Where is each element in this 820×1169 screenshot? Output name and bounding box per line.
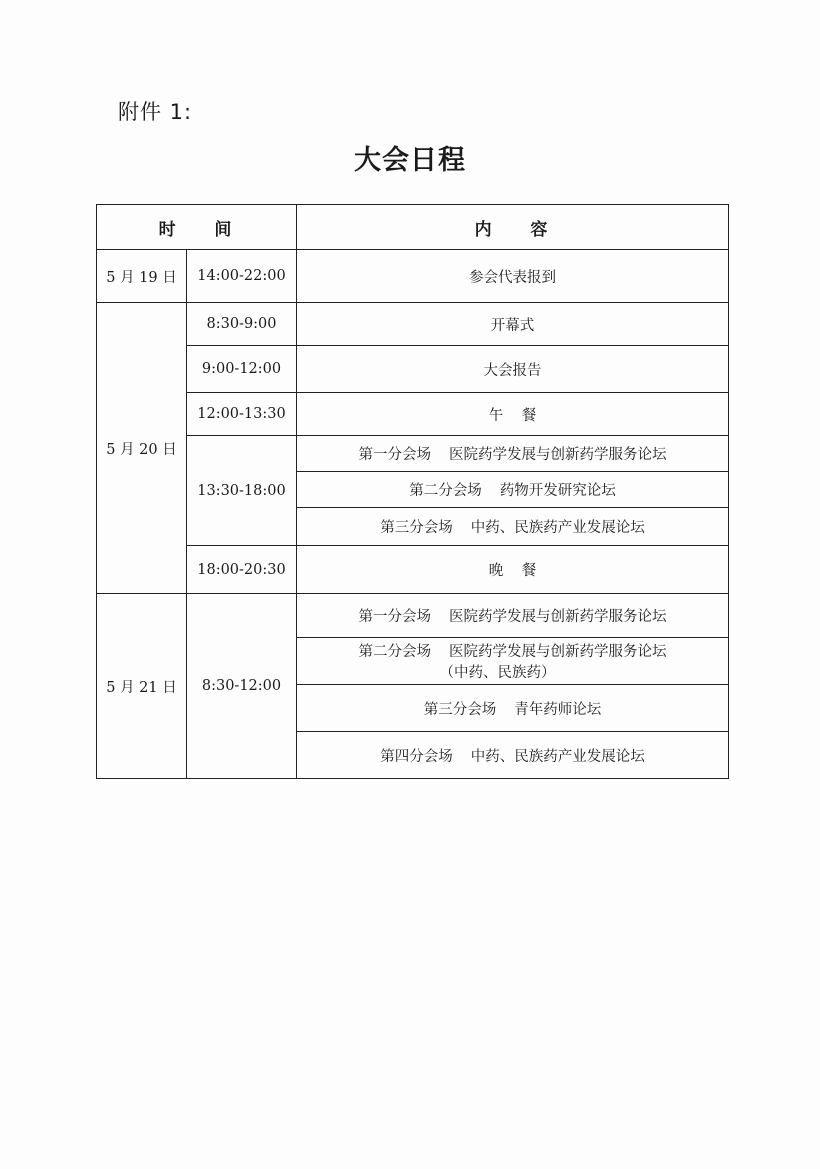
topic-label: 中药、民族药产业发展论坛 <box>470 748 645 765</box>
time-cell: 9:00-12:00 <box>187 346 297 393</box>
session-cell <box>297 732 729 779</box>
topic-label: 医院药学发展与创新药学服务论坛 <box>449 447 667 463</box>
session-cell <box>297 472 729 508</box>
time-cell: 8:30-9:00 <box>187 303 297 346</box>
venue-label: 第一分会场 <box>358 609 431 625</box>
table-row <box>97 393 729 436</box>
time-cell: 18:00-20:30 <box>187 546 297 594</box>
venue-label: 第二分会场 <box>358 644 431 660</box>
time-cell: 12:00-13:30 <box>187 393 297 436</box>
topic-label: 药物开发研究论坛 <box>499 483 616 499</box>
topic-label: 中药、民族药产业发展论坛 <box>470 520 645 536</box>
time-cell: 8:30-12:00 <box>187 594 297 779</box>
time-cell: 13:30-18:00 <box>187 436 297 546</box>
content-cell: 午 餐 <box>297 393 729 436</box>
topic-label: 青年药师论坛 <box>514 701 602 718</box>
venue-label: 第四分会场 <box>380 748 453 765</box>
venue-label: 第一分会场 <box>358 447 431 463</box>
content-cell: 开幕式 <box>297 303 729 346</box>
date-cell: 5 月 21 日 <box>97 594 187 779</box>
session-cell <box>297 508 729 546</box>
venue-label: 第三分会场 <box>423 701 497 718</box>
schedule-table <box>96 204 729 779</box>
table-row <box>97 436 729 472</box>
content-cell: 参会代表报到 <box>297 250 729 303</box>
page-title: 大会日程 <box>354 145 466 176</box>
time-cell: 14:00-22:00 <box>187 250 297 303</box>
header-time: 时 间 <box>97 205 297 250</box>
session-cell <box>297 594 729 638</box>
attachment-label: 附件 1: <box>118 100 193 124</box>
date-cell: 5 月 19 日 <box>97 250 187 303</box>
session-cell <box>297 638 729 685</box>
session-cell <box>297 685 729 732</box>
table-header-row <box>97 205 729 250</box>
topic-sub-label: （中药、民族药） <box>439 665 556 681</box>
table-row <box>97 250 729 303</box>
venue-label: 第二分会场 <box>409 483 482 499</box>
topic-label: 医院药学发展与创新药学服务论坛 <box>449 609 667 625</box>
venue-label: 第三分会场 <box>380 520 453 536</box>
table-row <box>97 594 729 638</box>
content-cell: 晚 餐 <box>297 546 729 594</box>
header-content: 内 容 <box>297 205 729 250</box>
table-row <box>97 303 729 346</box>
table-row <box>97 546 729 594</box>
date-cell: 5 月 20 日 <box>97 303 187 594</box>
session-cell <box>297 436 729 472</box>
topic-label: 医院药学发展与创新药学服务论坛 <box>449 644 667 660</box>
table-row <box>97 346 729 393</box>
content-cell: 大会报告 <box>297 346 729 393</box>
